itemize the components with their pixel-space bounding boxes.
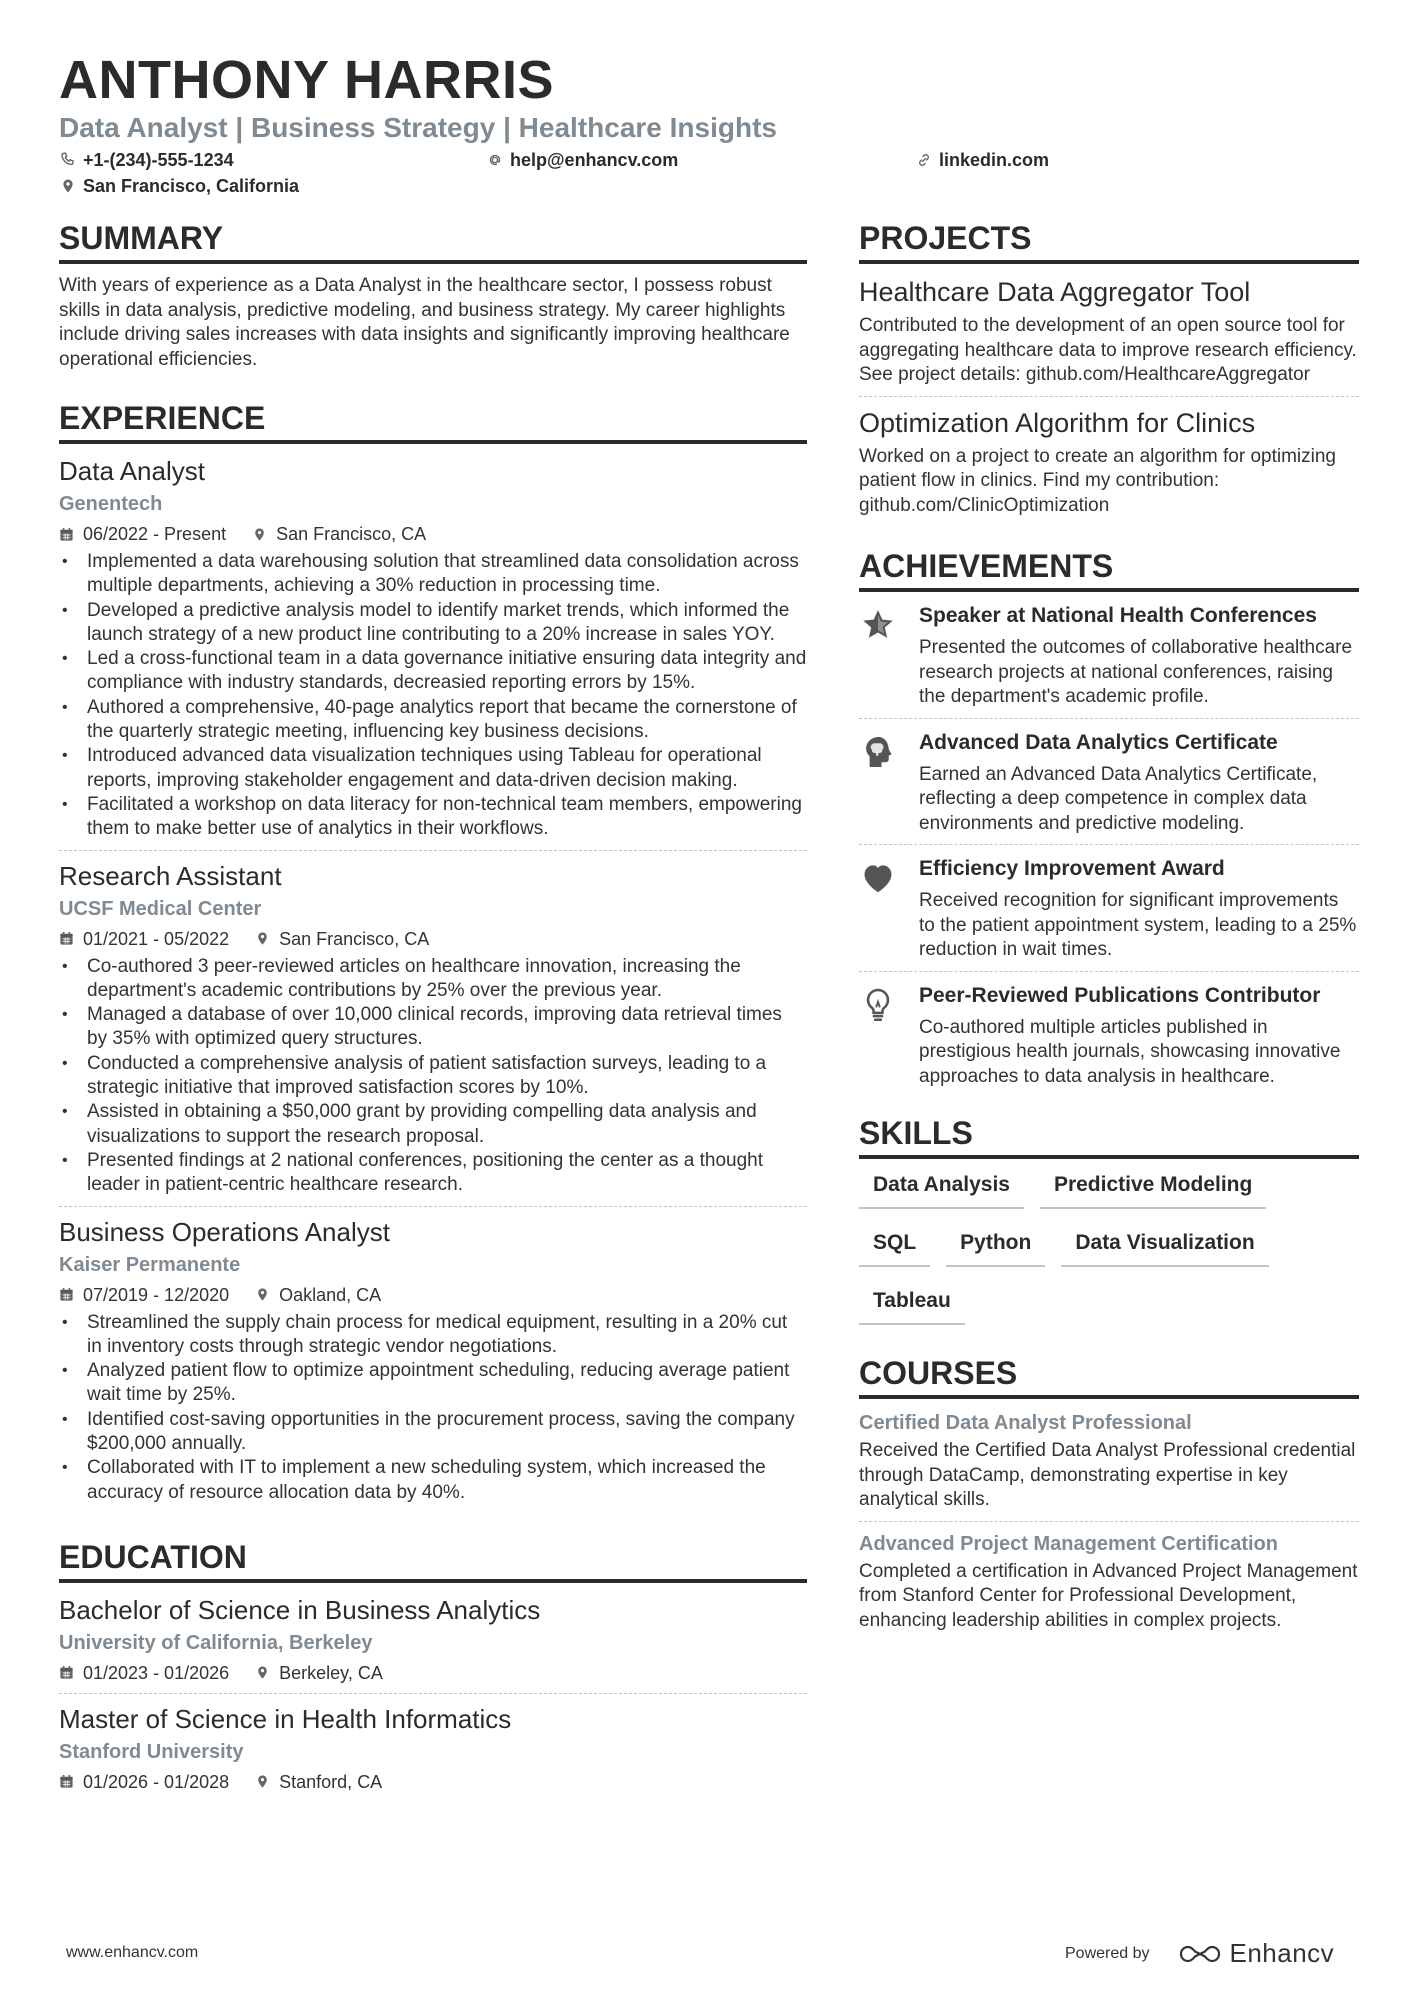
education-dates: 01/2023 - 01/2026 <box>83 1662 230 1683</box>
course-entry <box>859 1521 1359 1642</box>
education-dates: 01/2026 - 01/2028 <box>83 1771 230 1792</box>
school-name: University of California, Berkeley <box>59 1631 373 1654</box>
job-entry <box>59 1206 807 1513</box>
job-location: San Francisco, CA <box>279 928 430 949</box>
bullet-item: • Conducted a comprehensive analysis of patient satisfaction surveys, leading to a strategic initiative that improved satisfaction scores by 10%. <box>59 1052 807 1101</box>
bullet-item: • Developed a predictive analysis model to identify market trends, which informed the launch strategy of a new product line contributing to a 20% increase in sales YOY. <box>59 599 807 648</box>
achievement-title: Efficiency Improvement Award <box>919 857 1225 880</box>
bullet-item: • Collaborated with IT to implement a new scheduling system, which increased the accuracy of resource allocation data by 40%. <box>59 1456 807 1505</box>
calendar-icon <box>59 1287 74 1302</box>
location-pin-icon <box>252 527 267 542</box>
summary-text: With years of experience as a Data Analyst in the healthcare sector, I possess robust skills in data analysis, predictive modeling, and business strategy. My career highlights include driving sales increases with data insights and significantly improving healthcare operational efficiencies. <box>59 275 790 370</box>
job-location: Oakland, CA <box>279 1284 382 1305</box>
bullet-item: • Analyzed patient flow to optimize appointment scheduling, reducing average patient wait time by 25%. <box>59 1359 807 1408</box>
job-meta <box>59 1283 807 1307</box>
achievement-description: Presented the outcomes of collaborative healthcare research projects at national conferences, raising the department's academic profile. <box>919 637 1353 707</box>
summary-section <box>59 218 807 372</box>
job-title: Data Analyst <box>59 456 205 486</box>
heart-icon <box>859 859 897 897</box>
degree-title: Bachelor of Science in Business Analytics <box>59 1594 541 1625</box>
location-pin-icon <box>255 1665 270 1680</box>
bullet-item: • Presented findings at 2 national conferences, positioning the center as a thought leader in patient-centric healthcare research. <box>59 1149 807 1198</box>
bullet-item: • Led a cross-functional team in a data governance initiative ensuring data integrity and compliance with industry standards, decreasied reporting errors by 15%. <box>59 647 807 696</box>
bullet-item: • Introduced advanced data visualization techniques using Tableau for operational reports, improving stakeholder engagement and data-driven decision making. <box>59 744 807 793</box>
project-title: Optimization Algorithm for Clinics <box>859 407 1256 438</box>
achievement-title: Advanced Data Analytics Certificate <box>919 730 1278 754</box>
project-description: Contributed to the development of an open source tool for aggregating healthcare data to improve research efficiency. See project details: github.com/HealthcareAggregator <box>859 315 1357 385</box>
job-bullets <box>59 955 807 1198</box>
phone-text: +1-(234)-555-1234 <box>83 150 234 170</box>
calendar-icon <box>59 1665 74 1680</box>
enhancv-logo-icon <box>1176 1941 1224 1967</box>
project-entry <box>859 274 1359 396</box>
degree-title: Master of Science in Health Informatics <box>59 1703 512 1734</box>
calendar-icon <box>59 931 74 946</box>
skill-tag: SQL <box>859 1223 930 1267</box>
experience-section <box>59 398 807 1513</box>
job-meta <box>59 522 807 546</box>
location-text: San Francisco, California <box>83 176 300 196</box>
school-name: Stanford University <box>59 1740 244 1763</box>
at-icon <box>486 151 504 169</box>
job-dates: 07/2019 - 12/2020 <box>83 1284 230 1305</box>
location-pin-icon <box>255 1774 270 1789</box>
achievement-entry <box>859 718 1359 845</box>
powered-by-label: Powered by <box>1065 1944 1150 1962</box>
projects-section <box>859 218 1359 526</box>
contact-phone <box>59 148 234 172</box>
courses-title: COURSES <box>859 1353 1359 1399</box>
skills-list <box>859 1165 1359 1339</box>
job-title: Research Assistant <box>59 860 282 891</box>
education-entry <box>59 1693 807 1802</box>
skill-tag: Python <box>946 1223 1045 1267</box>
achievement-entry <box>859 971 1359 1098</box>
job-entry <box>59 454 807 850</box>
bullet-item: • Managed a database of over 10,000 clinical records, improving data retrieval times by 35% with optimized query structures. <box>59 1003 807 1052</box>
job-location: San Francisco, CA <box>276 524 427 544</box>
course-description: Completed a certification in Advanced Project Management from Stanford Center for Professional Development, enhancing leadership abilities in complex projects. <box>859 1560 1358 1631</box>
education-entry <box>59 1593 807 1693</box>
bullet-item: • Facilitated a workshop on data literacy for non-technical team members, empowering them to make better use of analytics in their workflows. <box>59 793 807 842</box>
achievement-title: Speaker at National Health Conferences <box>919 604 1317 627</box>
experience-title: EXPERIENCE <box>59 398 807 444</box>
job-meta <box>59 927 807 951</box>
education-section <box>59 1537 807 1802</box>
bullet-item: • Co-authored 3 peer-reviewed articles on healthcare innovation, increasing the department's academic contributions by 25% over the previous year. <box>59 955 807 1004</box>
education-meta <box>59 1661 807 1685</box>
project-title: Healthcare Data Aggregator Tool <box>859 277 1251 307</box>
bullet-item: • Streamlined the supply chain process for medical equipment, resulting in a 20% cut in inventory costs through strategic vendor negotiations. <box>59 1311 807 1360</box>
right-column <box>859 218 1359 1641</box>
job-bullets <box>59 1311 807 1505</box>
linkedin-text[interactable]: linkedin.com <box>939 150 1050 170</box>
bullet-item: • Identified cost-saving opportunities in the procurement process, saving the company $200,000 annually. <box>59 1408 807 1457</box>
left-column <box>59 218 807 1802</box>
achievement-title: Peer-Reviewed Publications Contributor <box>919 983 1321 1007</box>
job-entry <box>59 850 807 1206</box>
skill-tag: Predictive Modeling <box>1040 1165 1266 1209</box>
location-pin-icon <box>255 1287 270 1302</box>
achievement-description: Received recognition for significant improvements to the patient appointment system, leading to a 25% reduction in wait times. <box>919 890 1357 960</box>
location-pin-icon <box>255 931 270 946</box>
course-entry <box>859 1409 1359 1521</box>
job-bullets <box>59 550 807 842</box>
job-dates: 06/2022 - Present <box>83 524 227 544</box>
bullet-item: • Assisted in obtaining a $50,000 grant by providing compelling data analysis and visualizations to support the research proposal. <box>59 1100 807 1149</box>
project-entry <box>859 396 1359 527</box>
bullet-item: • Authored a comprehensive, 40-page analytics report that became the cornerstone of the quarterly strategic meeting, influencing key business decisions. <box>59 696 807 745</box>
contact-linkedin[interactable] <box>915 148 1049 172</box>
job-company: UCSF Medical Center <box>59 897 262 920</box>
brand-name: Enhancv <box>1229 1938 1335 1968</box>
education-location: Stanford, CA <box>279 1771 383 1792</box>
summary-title: SUMMARY <box>59 218 807 264</box>
achievement-entry <box>859 844 1359 971</box>
contact-location <box>59 174 299 198</box>
courses-section <box>859 1353 1359 1641</box>
footer-branding <box>1065 1938 1334 1969</box>
job-title: Business Operations Analyst <box>59 1216 390 1247</box>
job-company: Genentech <box>59 493 163 515</box>
achievement-description: Co-authored multiple articles published in prestigious health journals, showcasing innovative approaches to data analysis in healthcare. <box>919 1016 1341 1087</box>
bullet-item: • Implemented a data warehousing solution that streamlined data consolidation across multiple departments, achieving a 30% reduction in processing time. <box>59 550 807 599</box>
achievements-section <box>859 546 1359 1097</box>
head-brain-icon <box>859 733 897 771</box>
lightbulb-icon <box>859 986 897 1024</box>
brand-logo[interactable] <box>1176 1938 1335 1969</box>
footer-website[interactable]: www.enhancv.com <box>66 1944 199 1961</box>
location-pin-icon <box>59 177 77 195</box>
achievement-entry <box>859 592 1359 718</box>
candidate-name: ANTHONY HARRIS <box>59 50 555 110</box>
job-company: Kaiser Permanente <box>59 1253 241 1276</box>
star-icon <box>859 606 897 644</box>
project-description: Worked on a project to create an algorithm for optimizing patient flow in clinics. Find my contribution: github.com/ClinicOptimization <box>859 445 1336 516</box>
skill-tag: Data Visualization <box>1061 1223 1268 1267</box>
education-location: Berkeley, CA <box>279 1662 383 1683</box>
achievements-title: ACHIEVEMENTS <box>859 546 1359 592</box>
phone-icon <box>59 151 77 169</box>
course-title: Certified Data Analyst Professional <box>859 1412 1192 1434</box>
achievement-description: Earned an Advanced Data Analytics Certificate, reflecting a deep competence in complex data environments and predictive modeling. <box>919 763 1318 834</box>
course-description: Received the Certified Data Analyst Professional credential through DataCamp, demonstrating expertise in key analytical skills. <box>859 1440 1356 1510</box>
course-title: Advanced Project Management Certification <box>859 1532 1278 1555</box>
skills-section <box>859 1113 1359 1339</box>
contact-email[interactable] <box>486 148 678 172</box>
email-text[interactable]: help@enhancv.com <box>510 150 679 170</box>
link-icon <box>915 151 933 169</box>
education-meta <box>59 1770 807 1794</box>
education-title: EDUCATION <box>59 1537 807 1583</box>
calendar-icon <box>59 1774 74 1789</box>
skill-tag: Data Analysis <box>859 1165 1024 1209</box>
skill-tag: Tableau <box>859 1281 965 1325</box>
calendar-icon <box>59 527 74 542</box>
candidate-headline: Data Analyst | Business Strategy | Healthcare Insights <box>59 112 777 143</box>
projects-title: PROJECTS <box>859 218 1359 264</box>
skills-title: SKILLS <box>859 1113 1359 1159</box>
job-dates: 01/2021 - 05/2022 <box>83 928 230 949</box>
